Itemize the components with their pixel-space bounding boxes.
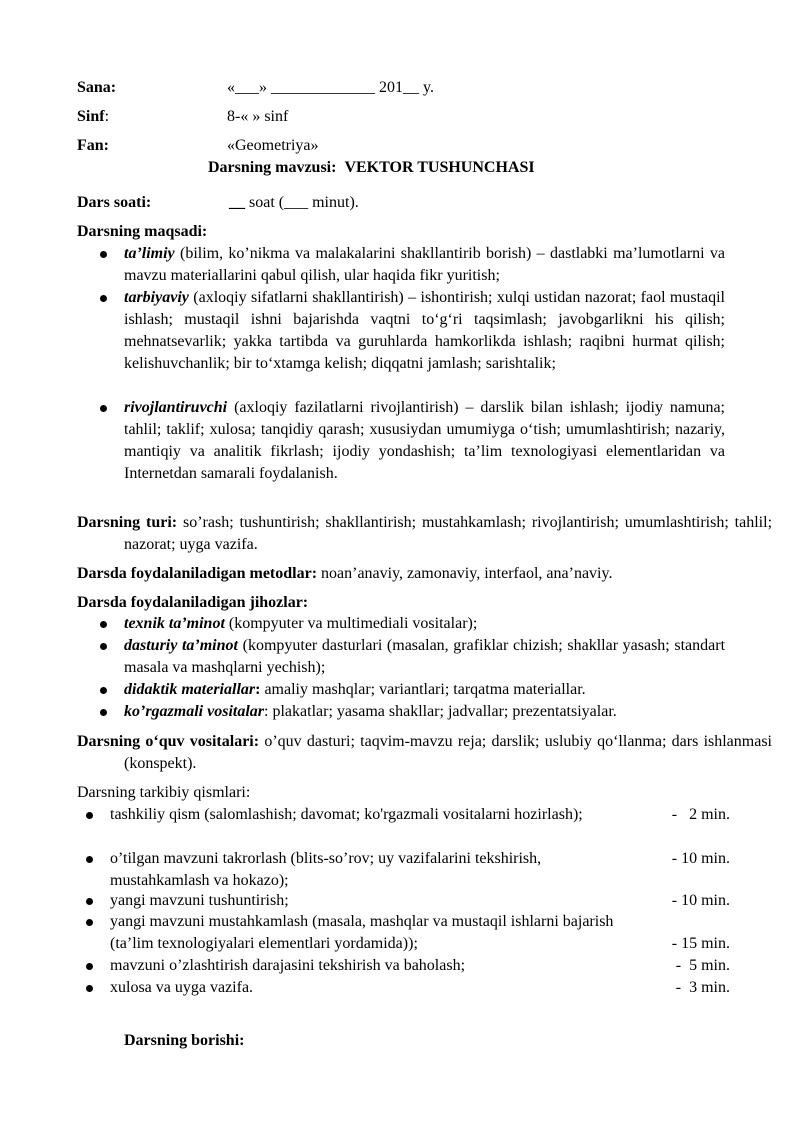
- tarkib-item: o’tilgan mavzuni takrorlash (blits-so’rov; uy vazifalarini tekshirish, mustahkamlash va hokazo);: [110, 850, 542, 889]
- borishi-heading: Darsning borishi:: [124, 1032, 245, 1049]
- maqsad-item-rivojlantiruvchi: [124, 397, 725, 485]
- metodlar-paragraph: [77, 563, 612, 585]
- turi-label: Darsning turi:: [77, 514, 178, 531]
- turi-paragraph: [77, 512, 772, 556]
- tarkib-time: - 10 min.: [671, 892, 730, 909]
- sinf-colon: :: [104, 108, 110, 125]
- sinf-label-row: [77, 106, 109, 128]
- sinf-value: 8-« » sinf: [227, 108, 289, 125]
- tarkib-time: - 3 min.: [675, 979, 730, 996]
- bullet-icon: [100, 621, 107, 628]
- maqsad-term: ta’limiy: [124, 245, 175, 262]
- jihoz-term: ko’rgazmali vositalar: [124, 703, 265, 720]
- mavzu-label: Darsning mavzusi:: [208, 159, 337, 176]
- bullet-icon: [100, 295, 107, 302]
- sana-value: «___» _____________ 201__ y.: [227, 79, 434, 96]
- maqsad-term: rivojlantiruvchi: [124, 399, 228, 416]
- tarkib-item: yangi mavzuni tushuntirish;: [110, 892, 289, 909]
- bullet-icon: [86, 919, 93, 926]
- metodlar-label: Darsda foydalaniladigan metodlar:: [77, 565, 318, 582]
- fan-label: Fan:: [77, 137, 109, 154]
- jihoz-text: (kompyuter va multimediali vositalar);: [228, 615, 478, 632]
- jihozlar-heading: Darsda foydalaniladigan jihozlar:: [77, 594, 309, 611]
- maqsad-item-tarbiyaviy: [124, 287, 725, 375]
- jihoz-item-didaktik: [124, 679, 725, 701]
- tarkib-heading: Darsning tarkibiy qismlari:: [77, 784, 251, 801]
- jihoz-term: dasturiy ta’minot: [124, 637, 238, 654]
- vositalar-text: o’quv dasturi; taqvim-mavzu reja; darslik; uslubiy qo‘llanma; dars ishlanmasi (konspekt).: [124, 733, 772, 772]
- tarkib-time: - 10 min.: [671, 850, 730, 867]
- sinf-label: Sinf: [77, 108, 105, 125]
- jihoz-term: didaktik materiallar: [124, 681, 256, 698]
- bullet-icon: [86, 898, 93, 905]
- bullet-icon: [86, 963, 93, 970]
- fan-value: «Geometriya»: [227, 137, 319, 154]
- jihoz-item-korgazmali: [124, 701, 725, 723]
- maqsad-term: tarbiyaviy: [124, 289, 189, 306]
- metodlar-text: noan’anaviy, zamonaviy, interfaol, ana’naviy.: [321, 565, 613, 582]
- soat-line: [229, 192, 359, 214]
- bullet-icon: [100, 251, 107, 258]
- jihoz-text: plakatlar; yasama shakllar; jadvallar; prezentatsiyalar.: [272, 703, 617, 720]
- maqsad-heading: Darsning maqsadi:: [77, 223, 208, 240]
- bullet-icon: [100, 643, 107, 650]
- tarkib-time: - 5 min.: [675, 957, 730, 974]
- tarkib-item: mavzuni o’zlashtirish darajasini tekshirish va baholash;: [110, 957, 466, 974]
- tarkib-item: xulosa va uyga vazifa.: [110, 979, 254, 996]
- soat-value: soat (___ minut).: [249, 194, 359, 211]
- tarkib-item: tashkiliy qism (salomlashish; davomat; ko'rgazmali vositalarni hozirlash);: [110, 806, 583, 823]
- vositalar-paragraph: [77, 731, 772, 775]
- bullet-icon: [100, 687, 107, 694]
- mavzu-title: VEKTOR TUSHUNCHASI: [344, 159, 535, 176]
- tarkib-time: - 2 min.: [671, 806, 730, 823]
- jihoz-term: texnik ta’minot: [124, 615, 225, 632]
- maqsad-text: (axloqiy fazilatlarni rivojlantirish) – darslik bilan ishlash; ijodiy namuna; tahlil; taklif; xulosa; tanqidiy qarash; xususiydan umumiyga o‘tish; umumlashtirish; nazariy, mantiqiy va analitik fikrlash; ijodiy yondashish; ta’lim texnologiyasi elementlaridan va Internetdan samarali foydalanish.: [124, 399, 726, 482]
- tarkib-item: yangi mavzuni mustahkamlash (masala, mashqlar va mustaqil ishlarni bajarish (ta’lim texnologiyalari elementlari yordamida));: [110, 913, 614, 952]
- turi-text: so’rash; tushuntirish; shakllantirish; mustahkamlash; rivojlantirish; umumlashtirish; tahlil; nazorat; uyga vazifa.: [124, 514, 773, 553]
- soat-blank: __: [229, 194, 245, 211]
- jihoz-sep: :: [264, 703, 269, 720]
- bullet-icon: [100, 405, 107, 412]
- soat-label: Dars soati:: [77, 194, 152, 211]
- sana-label: Sana:: [77, 79, 117, 96]
- jihoz-text: (kompyuter dasturlari (masalan, grafiklar chizish; shakllar yasash; standart masala va mashqlarni yechish);: [124, 637, 726, 676]
- bullet-icon: [86, 812, 93, 819]
- maqsad-item-talimiy: [124, 243, 725, 287]
- jihoz-text: amaliy mashqlar; variantlari; tarqatma materiallar.: [264, 681, 586, 698]
- bullet-icon: [100, 709, 107, 716]
- bullet-icon: [86, 856, 93, 863]
- vositalar-label: Darsning o‘quv vositalari:: [77, 733, 260, 750]
- bullet-icon: [86, 985, 93, 992]
- jihoz-item-texnik: [124, 613, 725, 635]
- mavzu-line: [208, 157, 535, 179]
- jihoz-item-dasturiy: [124, 635, 725, 679]
- tarkib-time: - 15 min.: [671, 935, 730, 952]
- jihoz-sep: :: [255, 681, 261, 698]
- maqsad-text: (axloqiy sifatlarni shakllantirish) – ishontirish; xulqi ustidan nazorat; faol mustaqil ishlash; mustaqil ishni bajarishda vaqtni to‘g‘ri taqsimlash; javobgarlikni his qilish; mehnatsevarlik; yakka tartibda va guruhlarda hamkorlikda ishlash; raqibni hurmat qilish; kelishuvchanlik; bir to‘xtamga kelish; diqqatni jamlash; sarishtalik;: [124, 289, 726, 372]
- maqsad-text: (bilim, ko’nikma va malakalarini shakllantirib borish) – dastlabki ma’lumotlarni va mavzu materiallarini qabul qilish, ular haqida fikr yuritish;: [124, 245, 726, 284]
